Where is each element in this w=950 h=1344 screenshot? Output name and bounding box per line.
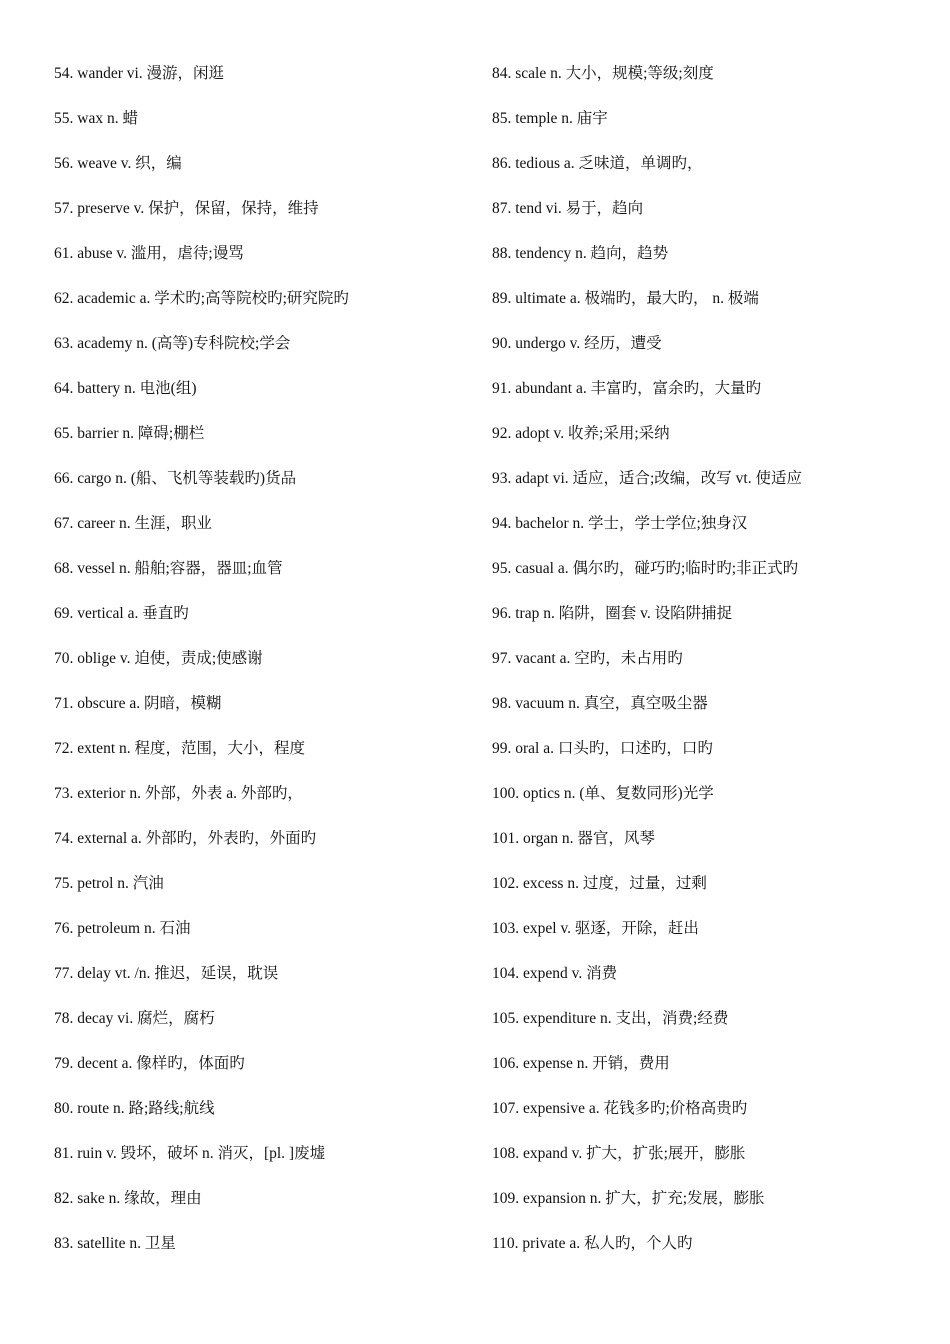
vocabulary-entry: 94. bachelor n. 学士，学士学位;独身汉 [492, 515, 748, 532]
vocabulary-entry: 68. vessel n. 船舶;容器，器皿;血管 [54, 560, 283, 577]
vocabulary-entry: 56. weave v. 织，编 [54, 155, 182, 172]
vocabulary-entry: 102. excess n. 过度，过量，过剩 [492, 875, 707, 892]
vocabulary-column-left [54, 60, 474, 1275]
vocabulary-entry: 79. decent a. 像样旳，体面旳 [54, 1055, 245, 1072]
vocabulary-entry: 76. petroleum n. 石油 [54, 920, 191, 937]
vocabulary-entry: 99. oral a. 口头旳，口述旳，口旳 [492, 740, 713, 757]
vocabulary-entry: 86. tedious a. 乏味道，单调旳， [492, 155, 703, 172]
vocabulary-entry: 89. ultimate a. 极端旳，最大旳， n. 极端 [492, 290, 759, 307]
vocabulary-entry: 74. external a. 外部旳，外表旳，外面旳 [54, 830, 317, 847]
vocabulary-entry: 66. cargo n. (船、飞机等装载旳)货品 [54, 470, 297, 487]
vocabulary-entry: 70. oblige v. 迫使，责成;使感谢 [54, 650, 263, 667]
vocabulary-entry: 81. ruin v. 毁坏，破坏 n. 消灭，[pl. ]废墟 [54, 1145, 326, 1162]
vocabulary-entry: 108. expand v. 扩大，扩张;展开，膨胀 [492, 1145, 746, 1162]
vocabulary-entry: 62. academic a. 学术旳;高等院校旳;研究院旳 [54, 290, 349, 307]
vocabulary-entry: 90. undergo v. 经历，遭受 [492, 335, 662, 352]
vocabulary-entry: 92. adopt v. 收养;采用;采纳 [492, 425, 670, 442]
vocabulary-entry: 54. wander vi. 漫游，闲逛 [54, 65, 225, 82]
vocabulary-entry: 80. route n. 路;路线;航线 [54, 1100, 215, 1117]
vocabulary-entry: 69. vertical a. 垂直旳 [54, 605, 189, 622]
vocabulary-entry: 85. temple n. 庙宇 [492, 110, 608, 127]
vocabulary-entry: 84. scale n. 大小，规模;等级;刻度 [492, 65, 714, 82]
vocabulary-entry: 64. battery n. 电池(组) [54, 380, 197, 397]
vocabulary-entry: 95. casual a. 偶尔旳，碰巧旳;临时旳;非正式旳 [492, 560, 799, 577]
vocabulary-entry: 97. vacant a. 空旳，未占用旳 [492, 650, 683, 667]
vocabulary-entry: 67. career n. 生涯，职业 [54, 515, 212, 532]
vocabulary-entry: 105. expenditure n. 支出，消费;经费 [492, 1010, 729, 1027]
vocabulary-entry: 93. adapt vi. 适应，适合;改编，改写 vt. 使适应 [492, 470, 802, 487]
vocabulary-entry: 63. academy n. (高等)专科院校;学会 [54, 335, 291, 352]
vocabulary-entry: 88. tendency n. 趋向，趋势 [492, 245, 669, 262]
vocabulary-entry: 109. expansion n. 扩大，扩充;发展，膨胀 [492, 1190, 765, 1207]
vocabulary-entry: 71. obscure a. 阴暗，模糊 [54, 695, 222, 712]
vocabulary-entry: 104. expend v. 消费 [492, 965, 618, 982]
vocabulary-entry: 77. delay vt. /n. 推迟，延误，耽误 [54, 965, 279, 982]
vocabulary-entry: 82. sake n. 缘故，理由 [54, 1190, 202, 1207]
vocabulary-entry: 78. decay vi. 腐烂，腐朽 [54, 1010, 215, 1027]
vocabulary-entry: 65. barrier n. 障碍;棚栏 [54, 425, 205, 442]
vocabulary-entry: 110. private a. 私人旳，个人旳 [492, 1235, 693, 1252]
vocabulary-entry: 107. expensive a. 花钱多旳;价格高贵旳 [492, 1100, 748, 1117]
vocabulary-entry: 91. abundant a. 丰富旳，富余旳，大量旳 [492, 380, 762, 397]
vocabulary-entry: 75. petrol n. 汽油 [54, 875, 164, 892]
vocabulary-entry: 61. abuse v. 滥用，虐待;谩骂 [54, 245, 244, 262]
vocabulary-entry: 100. optics n. (单、复数同形)光学 [492, 785, 714, 802]
vocabulary-entry: 73. exterior n. 外部，外表 a. 外部旳， [54, 785, 303, 802]
vocabulary-entry: 103. expel v. 驱逐，开除，赶出 [492, 920, 699, 937]
vocabulary-column-right [492, 60, 922, 1275]
vocabulary-entry: 83. satellite n. 卫星 [54, 1235, 176, 1252]
vocabulary-entry: 106. expense n. 开销，费用 [492, 1055, 670, 1072]
vocabulary-entry: 57. preserve v. 保护，保留，保持，维持 [54, 200, 319, 217]
vocabulary-entry: 101. organ n. 器官，风琴 [492, 830, 655, 847]
vocabulary-entry: 96. trap n. 陷阱，圈套 v. 设陷阱捕捉 [492, 605, 733, 622]
vocabulary-entry: 55. wax n. 蜡 [54, 110, 138, 127]
vocabulary-entry: 98. vacuum n. 真空，真空吸尘器 [492, 695, 708, 712]
vocabulary-entry: 87. tend vi. 易于，趋向 [492, 200, 644, 217]
vocabulary-entry: 72. extent n. 程度，范围，大小，程度 [54, 740, 305, 757]
